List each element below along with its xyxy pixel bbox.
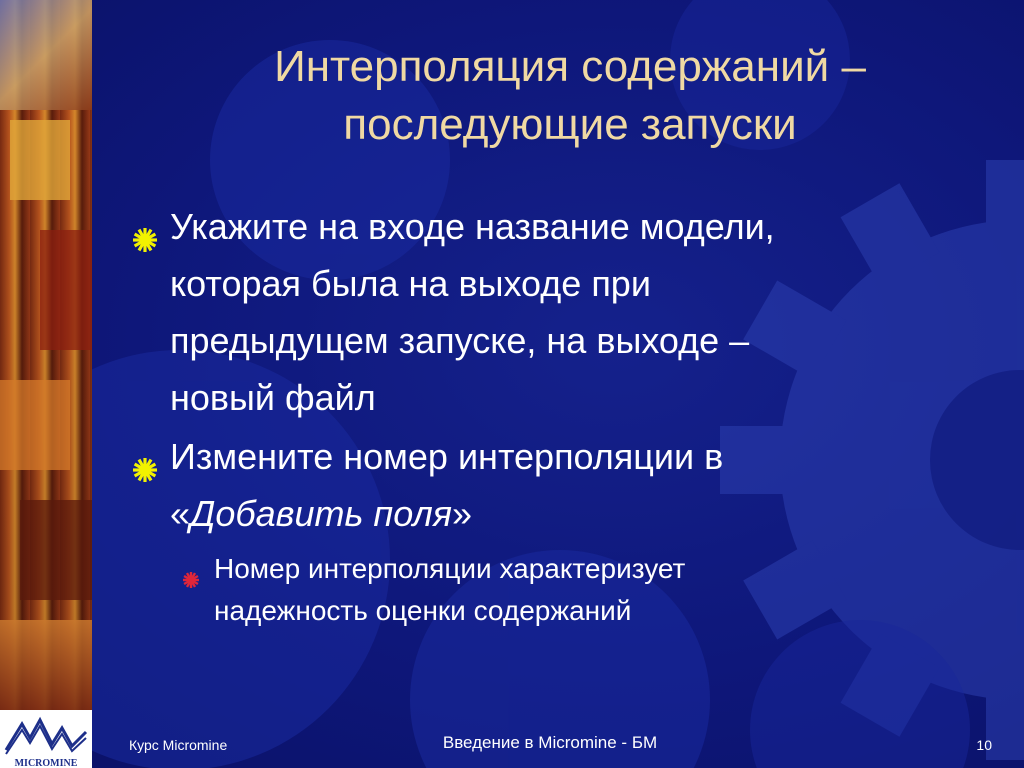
sub-bullet-line-2: надежность оценки содержаний <box>214 595 632 626</box>
footer-center-title: Введение в Micromine - БМ <box>442 733 658 752</box>
bullet-text-1 <box>170 198 775 426</box>
left-decorative-strip <box>0 0 92 710</box>
quote-open: « <box>170 493 191 534</box>
starburst-bullet-icon <box>182 548 214 601</box>
sub-bullet-item <box>182 548 932 632</box>
sub-bullet-text <box>214 548 685 632</box>
bullet-1-line-2: которая была на выходе при <box>170 263 651 304</box>
title-line-2: последующие запуски <box>343 100 797 149</box>
bullet-item-2 <box>132 428 932 542</box>
starburst-bullet-icon <box>132 198 170 269</box>
quote-close: » <box>451 493 473 534</box>
bullet-1-line-4: новый файл <box>170 377 376 418</box>
footer-course-label: Курс Micromine <box>129 737 228 753</box>
slide-number: 10 <box>976 737 992 753</box>
bullet-1-line-1: Укажите на входе название модели, <box>170 206 775 247</box>
bullet-1-line-3: предыдущем запуске, на выходе – <box>170 320 750 361</box>
bullet-text-2 <box>170 428 723 542</box>
emphasis-add-fields: Добавить поля <box>190 493 452 534</box>
slide-title <box>140 38 1000 154</box>
starburst-bullet-icon <box>132 428 170 499</box>
slide-body <box>132 198 932 632</box>
title-line-1: Интерполяция содержаний – <box>274 42 866 91</box>
logo-text: MICROMINE <box>14 758 78 768</box>
sub-bullet-line-1: Номер интерполяции характеризует <box>214 553 686 584</box>
bullet-2-line-1: Измените номер интерполяции в <box>170 436 724 477</box>
bullet-item-1 <box>132 198 932 426</box>
